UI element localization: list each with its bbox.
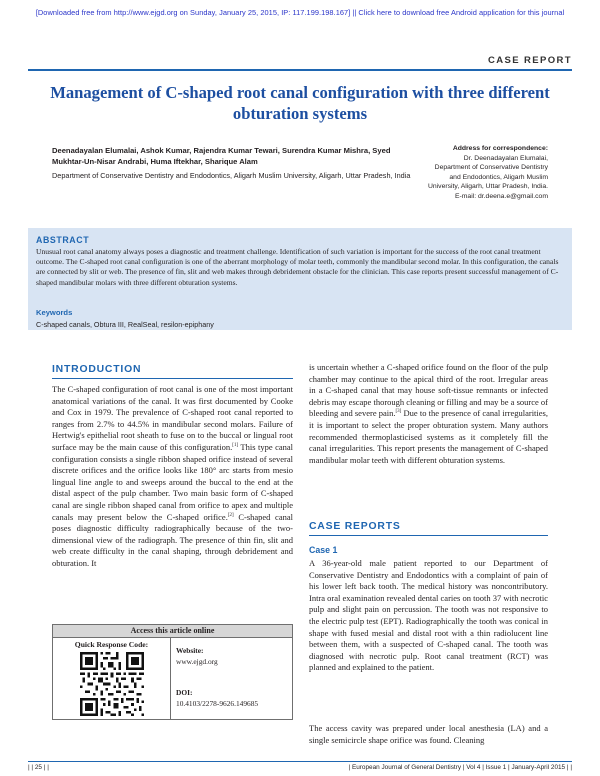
access-box-column-divider [170, 637, 171, 719]
author-list: Deenadayalan Elumalai, Ashok Kumar, Rajendra Kumar Tewari, Surendra Kumar Mishra, Syed Mukhtar-Un-Nisar Andrabi, Huma Iftekhar, Sharique Alam [52, 146, 391, 167]
correspondence-address [388, 144, 548, 202]
intro-text-a: The C-shaped configuration of root canal is one of the most important anatomical variations of the canal. It was first documented by Cooke and Cox in 1979. The prevalence of C-shaped root canal reported to ranges from 2.7% to 44.5% in mandibular second molars. Failure of Hertwig's epithelial root sheath to fuse on to the buccal or lingual root surface may be the main cause of this configuration. [52, 384, 293, 452]
case-1-paragraph-1: A 36-year-old male patient reported to our Department of Conservative Dentistry and Endodontics with a complaint of pain of his lower left back tooth. The medical history was noncontributory. Intra oral examination revealed dental caries on tooth 37 with necrotic pulp and slight pain on percussion. The tooth was not responsive to the electric pulp test (EPT). Radiographically the tooth was conical in shape with fused mesial and distal root with a thin radiolucent line between them, with a suspected of C-shaped canal. The tooth was diagnosed with necrotic pulp. Root canal treatment (RCT) was planned and explained to the patient. [309, 558, 548, 673]
address-line: University, Aligarh, Uttar Pradesh, India. [427, 183, 548, 191]
abstract-text: Unusual root canal anatomy always poses a diagnostic and treatment challenge. Identification of such variation is important for the success of the root canal treatment outcome. The C-shaped root canal configuration is one of the aberrant morphology of molar teeth, commonly the mandibular second molar. In this configuration, the canals are connected by slit or web. The presence of fin, slit and web makes through debridement obstacle for the clinician. This case reports present successful management of C-shaped mandibular molars with three different obturation systems. [36, 247, 559, 287]
introduction-rule [52, 378, 293, 379]
page-number: | | 25 | | [28, 764, 49, 771]
affiliation: Department of Conservative Dentistry and Endodontics, Aligarh Muslim University, Aligarh, Uttar Pradesh, India [52, 171, 411, 180]
intro-text-c: C-shaped canal poses diagnostic difficulty radiographically because of the two-dimensional view of the radiograph. The presence of thin fin, slit and web create difficulty in the canal shaping, through debridement and obturation. It [52, 511, 293, 568]
access-box-heading: Access this article online [53, 625, 292, 637]
website-label: Website: [176, 646, 204, 655]
website-link[interactable]: www.ejgd.org [176, 657, 218, 666]
keywords-heading: Keywords [36, 308, 73, 317]
download-banner[interactable]: [Downloaded free from http://www.ejgd.org on Sunday, January 25, 2015, IP: 117.199.198.167] || Click here to download free Android application for this journal [35, 8, 565, 17]
doi-label: DOI: [176, 688, 193, 697]
introduction-paragraph-2 [309, 362, 548, 466]
address-line: and Endodontics, Aligarh Muslim [449, 173, 548, 181]
introduction-paragraph-1 [52, 384, 293, 570]
abstract-heading: ABSTRACT [36, 235, 90, 245]
citation-ref[interactable]: [1] [232, 443, 239, 449]
report-type-label: CASE REPORT [487, 55, 572, 66]
journal-footer: | European Journal of General Dentistry | Vol 4 | Issue 1 | January-April 2015 | | [348, 764, 572, 771]
qr-code-label: Quick Response Code: [74, 640, 149, 649]
qr-code-icon[interactable] [80, 652, 144, 716]
intro-text-d: is uncertain whether a C-shaped orifice found on the floor of the pulp chamber may continue to the apical third of the root. Irregular areas in a C-shaped canal that may house soft-tissue remnants or infected debris may escape thorough cleaning or filling and may be a source of bleeding and severe pain. [309, 362, 548, 419]
article-title: Management of C-shaped root canal configuration with three different obturation systems [50, 83, 550, 123]
intro-text-e: Due to the presence of canal irregularities, it is important to select the proper obturation system. Many authors recommended thermoplasticised systems as it completely fill the canal irregularities. This report presents the management of C-shaped mandibular molar teeth with different obturation systems. [309, 408, 548, 465]
case-reports-rule [309, 535, 548, 536]
case-1-heading: Case 1 [309, 545, 338, 555]
email-line: E-mail: dr.deena.e@gmail.com [454, 192, 548, 200]
correspondence-heading: Address for correspondence: [452, 145, 548, 152]
case-1-paragraph-2: The access cavity was prepared under local anesthesia (LA) and a single semicircle shape orifice was found. Cleaning [309, 723, 548, 745]
citation-ref[interactable]: [2] [227, 512, 234, 518]
access-box-divider [53, 637, 292, 638]
case-reports-heading: CASE REPORTS [309, 521, 401, 532]
doi-value[interactable]: 10.4103/2278-9626.149685 [176, 699, 259, 708]
citation-ref[interactable]: [3] [395, 409, 402, 415]
address-line: Dr. Deenadayalan Elumalai, [463, 154, 548, 162]
intro-text-b: This type canal configuration consists a single ribbon shaped orifice instead of several discrete orifices and the orifice looks like 180° arc starts from mesio lingual line angle to and sweeps around the buccal to the end at the distal aspect of the pulp chamber. Two main basic form of C-shaped canal are single ribbon shaped canal from orifice to apex and multiple canals may present below the C-shaped orifice. [52, 441, 293, 522]
address-line: Department of Conservative Dentistry [434, 164, 548, 172]
header-rule [28, 69, 572, 71]
footer-rule [28, 761, 572, 762]
introduction-heading: INTRODUCTION [52, 364, 142, 375]
keywords-text: C-shaped canals, Obtura III, RealSeal, resilon-epiphany [36, 320, 214, 329]
